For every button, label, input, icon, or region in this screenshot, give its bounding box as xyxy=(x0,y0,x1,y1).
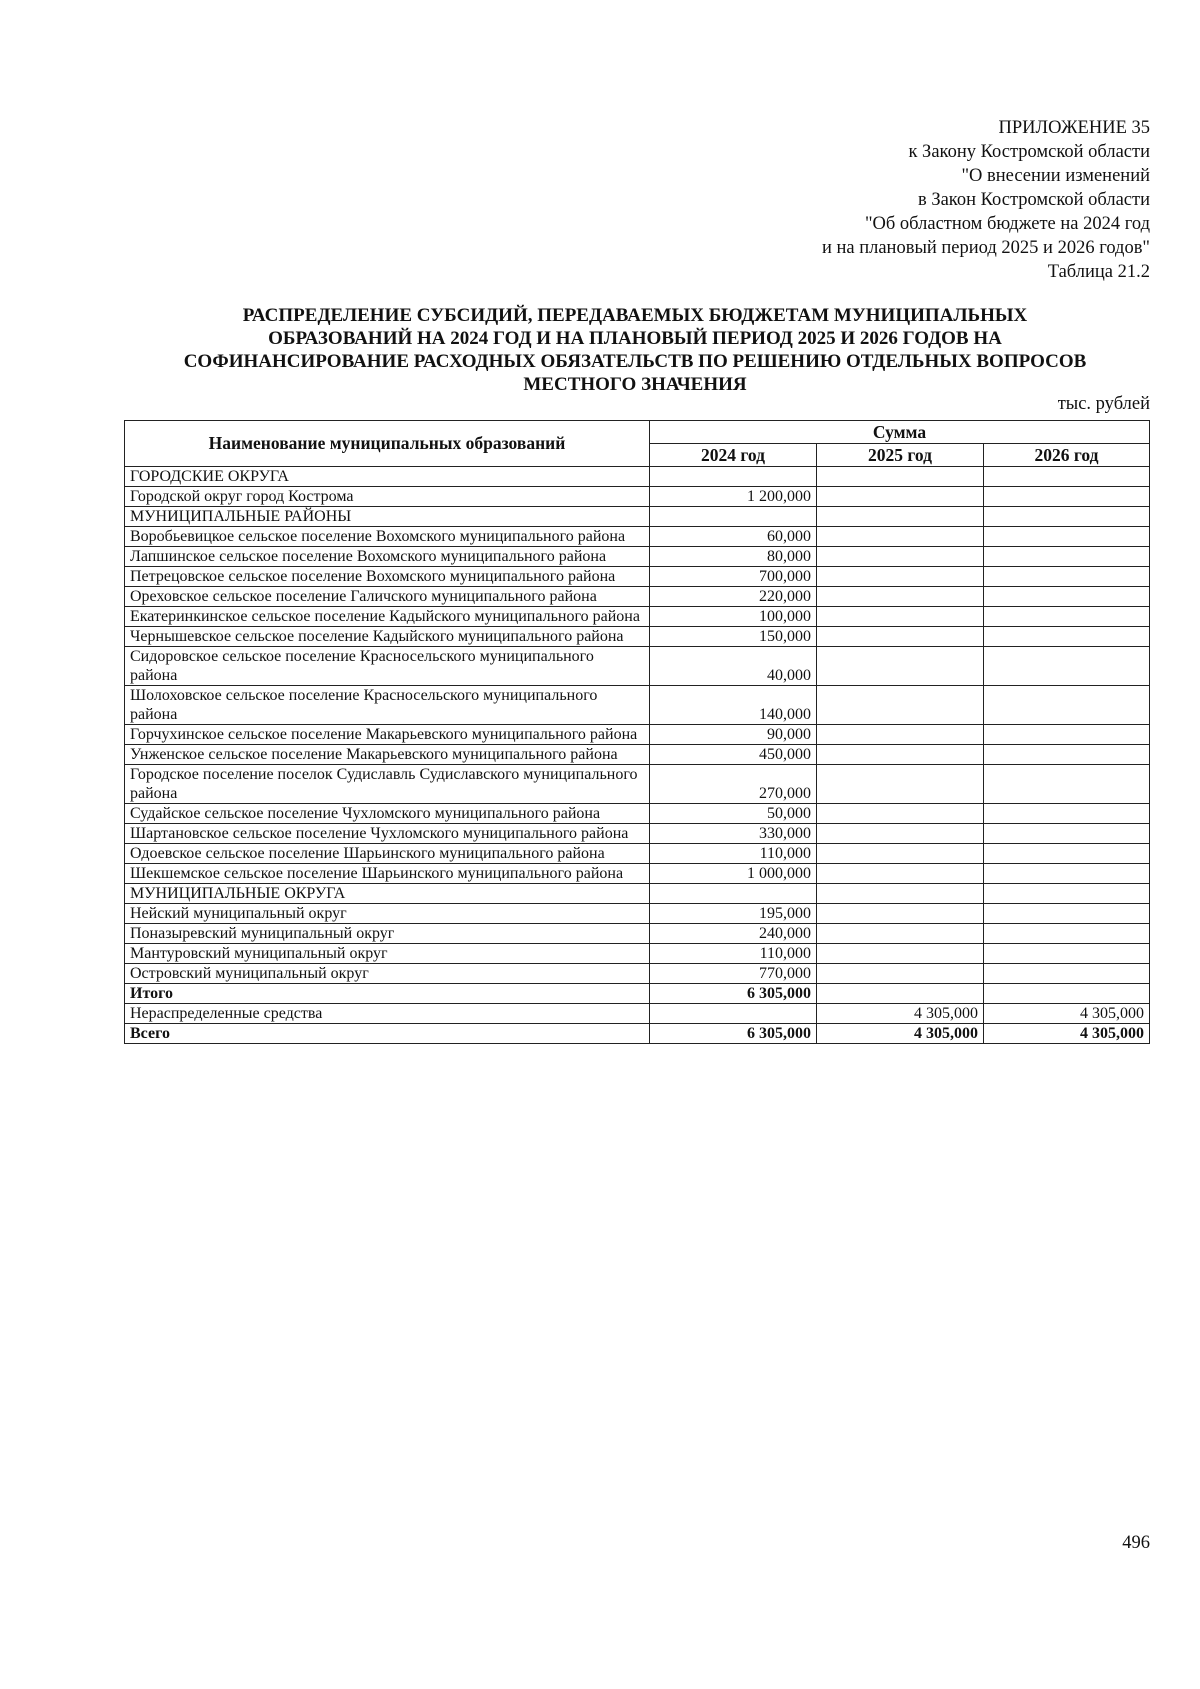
row-name-cell: ГОРОДСКИЕ ОКРУГА xyxy=(125,467,650,487)
value-2024-cell: 110,000 xyxy=(650,944,817,964)
value-2026-cell xyxy=(984,587,1150,607)
value-2024-cell: 220,000 xyxy=(650,587,817,607)
row-name-cell: Мантуровский муниципальный округ xyxy=(125,944,650,964)
value-2025-cell xyxy=(817,547,984,567)
value-2024-cell: 150,000 xyxy=(650,627,817,647)
value-2026-cell xyxy=(984,844,1150,864)
value-2025-cell xyxy=(817,607,984,627)
value-2026-cell xyxy=(984,884,1150,904)
row-name-cell: Поназыревский муниципальный округ xyxy=(125,924,650,944)
table-row xyxy=(125,547,1150,567)
document-title xyxy=(125,304,1145,396)
row-name-cell: Шартановское сельское поселение Чухломского муниципального района xyxy=(125,824,650,844)
value-2026-cell xyxy=(984,725,1150,745)
title-line: МЕСТНОГО ЗНАЧЕНИЯ xyxy=(523,374,747,395)
row-name-cell: Всего xyxy=(125,1024,650,1044)
value-2026-cell xyxy=(984,904,1150,924)
table-row xyxy=(125,627,1150,647)
row-name-cell: Судайское сельское поселение Чухломского муниципального района xyxy=(125,804,650,824)
value-2026-cell xyxy=(984,765,1150,804)
value-2024-cell: 1 000,000 xyxy=(650,864,817,884)
row-name-cell: Нераспределенные средства xyxy=(125,1004,650,1024)
value-2024-cell: 240,000 xyxy=(650,924,817,944)
value-2025-cell xyxy=(817,765,984,804)
column-header-2025: 2025 год xyxy=(817,444,984,467)
row-name-cell: Островский муниципальный округ xyxy=(125,964,650,984)
value-2026-cell xyxy=(984,547,1150,567)
table-row xyxy=(125,765,1150,804)
column-header-2024: 2024 год xyxy=(650,444,817,467)
appendix-header xyxy=(822,116,1150,284)
value-2025-cell xyxy=(817,804,984,824)
value-2025-cell xyxy=(817,745,984,765)
value-2025-cell xyxy=(817,527,984,547)
value-2025-cell xyxy=(817,844,984,864)
row-name-cell: Шекшемское сельское поселение Шарьинского муниципального района xyxy=(125,864,650,884)
value-2024-cell: 140,000 xyxy=(650,686,817,725)
value-2025-cell xyxy=(817,686,984,725)
header-line: ПРИЛОЖЕНИЕ 35 xyxy=(998,118,1150,138)
value-2026-cell xyxy=(984,804,1150,824)
section-row xyxy=(125,507,1150,527)
table-header-row xyxy=(125,421,1150,444)
value-2026-cell xyxy=(984,507,1150,527)
column-header-2026: 2026 год xyxy=(984,444,1150,467)
header-line: и на плановый период 2025 и 2026 годов" xyxy=(821,238,1150,258)
value-2025-cell xyxy=(817,944,984,964)
table-row xyxy=(125,487,1150,507)
value-2024-cell: 60,000 xyxy=(650,527,817,547)
value-2024-cell: 195,000 xyxy=(650,904,817,924)
value-2025-cell xyxy=(817,567,984,587)
subsidy-table xyxy=(124,420,1150,1044)
value-2024-cell: 40,000 xyxy=(650,647,817,686)
value-2026-cell xyxy=(984,607,1150,627)
row-name-cell: Воробьевицкое сельское поселение Вохомского муниципального района xyxy=(125,527,650,547)
total-row xyxy=(125,1024,1150,1044)
value-2025-cell xyxy=(817,587,984,607)
value-2026-cell xyxy=(984,647,1150,686)
value-2024-cell: 770,000 xyxy=(650,964,817,984)
header-line: в Закон Костромской области xyxy=(917,190,1150,210)
value-2024-cell: 330,000 xyxy=(650,824,817,844)
value-2024-cell: 6 305,000 xyxy=(650,1024,817,1044)
table-row xyxy=(125,686,1150,725)
section-row xyxy=(125,884,1150,904)
value-2024-cell: 6 305,000 xyxy=(650,984,817,1004)
value-2026-cell xyxy=(984,467,1150,487)
value-2026-cell xyxy=(984,944,1150,964)
value-2025-cell xyxy=(817,627,984,647)
value-2024-cell: 700,000 xyxy=(650,567,817,587)
page-number: 496 xyxy=(1122,1533,1150,1553)
row-name-cell: Екатеринкинское сельское поселение Кадыйского муниципального района xyxy=(125,607,650,627)
row-name-cell: Итого xyxy=(125,984,650,1004)
value-2025-cell xyxy=(817,964,984,984)
header-line: "Об областном бюджете на 2024 год xyxy=(864,214,1150,234)
table-row xyxy=(125,647,1150,686)
row-name-cell: Нейский муниципальный округ xyxy=(125,904,650,924)
row-name-cell: МУНИЦИПАЛЬНЫЕ РАЙОНЫ xyxy=(125,507,650,527)
section-row xyxy=(125,467,1150,487)
value-2026-cell xyxy=(984,864,1150,884)
value-2025-cell xyxy=(817,725,984,745)
value-2024-cell: 50,000 xyxy=(650,804,817,824)
row-name-cell: Шолоховское сельское поселение Красносельского муниципального района xyxy=(125,686,650,725)
table-row xyxy=(125,864,1150,884)
row-name-cell: Петрецовское сельское поселение Вохомского муниципального района xyxy=(125,567,650,587)
header-line: Таблица 21.2 xyxy=(1047,262,1150,282)
table-row xyxy=(125,904,1150,924)
total-row xyxy=(125,984,1150,1004)
value-2026-cell: 4 305,000 xyxy=(984,1004,1150,1024)
table-row xyxy=(125,745,1150,765)
units-label: тыс. рублей xyxy=(1057,394,1150,414)
table-row xyxy=(125,607,1150,627)
header-line: к Закону Костромской области xyxy=(908,142,1150,162)
value-2024-cell xyxy=(650,507,817,527)
value-2025-cell xyxy=(817,884,984,904)
row-name-cell: МУНИЦИПАЛЬНЫЕ ОКРУГА xyxy=(125,884,650,904)
value-2024-cell: 90,000 xyxy=(650,725,817,745)
row-name-cell: Ореховское сельское поселение Галичского муниципального района xyxy=(125,587,650,607)
value-2025-cell xyxy=(817,824,984,844)
value-2024-cell: 80,000 xyxy=(650,547,817,567)
value-2025-cell xyxy=(817,864,984,884)
value-2024-cell: 100,000 xyxy=(650,607,817,627)
column-header-sum: Сумма xyxy=(650,421,1150,444)
row-name-cell: Унженское сельское поселение Макарьевского муниципального района xyxy=(125,745,650,765)
table-row xyxy=(125,1004,1150,1024)
table-row xyxy=(125,804,1150,824)
value-2025-cell xyxy=(817,924,984,944)
header-line: "О внесении изменений xyxy=(961,166,1150,186)
value-2025-cell xyxy=(817,647,984,686)
value-2026-cell xyxy=(984,487,1150,507)
table-row xyxy=(125,824,1150,844)
table-row xyxy=(125,587,1150,607)
value-2024-cell: 110,000 xyxy=(650,844,817,864)
title-line: СОФИНАНСИРОВАНИЕ РАСХОДНЫХ ОБЯЗАТЕЛЬСТВ ПО РЕШЕНИЮ ОТДЕЛЬНЫХ ВОПРОСОВ xyxy=(183,351,1087,372)
table-row xyxy=(125,725,1150,745)
value-2026-cell xyxy=(984,627,1150,647)
value-2026-cell xyxy=(984,567,1150,587)
value-2025-cell xyxy=(817,507,984,527)
value-2025-cell: 4 305,000 xyxy=(817,1024,984,1044)
value-2024-cell xyxy=(650,1004,817,1024)
table-body xyxy=(125,467,1150,1044)
title-line: РАСПРЕДЕЛЕНИЕ СУБСИДИЙ, ПЕРЕДАВАЕМЫХ БЮДЖЕТАМ МУНИЦИПАЛЬНЫХ xyxy=(242,305,1028,326)
row-name-cell: Чернышевское сельское поселение Кадыйского муниципального района xyxy=(125,627,650,647)
row-name-cell: Сидоровское сельское поселение Красносельского муниципального района xyxy=(125,647,650,686)
table-row xyxy=(125,944,1150,964)
value-2024-cell: 270,000 xyxy=(650,765,817,804)
row-name-cell: Одоевское сельское поселение Шарьинского муниципального района xyxy=(125,844,650,864)
value-2025-cell: 4 305,000 xyxy=(817,1004,984,1024)
table-row xyxy=(125,844,1150,864)
value-2024-cell xyxy=(650,467,817,487)
value-2024-cell xyxy=(650,884,817,904)
table-row xyxy=(125,924,1150,944)
table-row xyxy=(125,567,1150,587)
value-2025-cell xyxy=(817,487,984,507)
value-2026-cell xyxy=(984,745,1150,765)
value-2026-cell xyxy=(984,527,1150,547)
value-2026-cell xyxy=(984,984,1150,1004)
value-2026-cell xyxy=(984,964,1150,984)
row-name-cell: Горчухинское сельское поселение Макарьевского муниципального района xyxy=(125,725,650,745)
value-2025-cell xyxy=(817,904,984,924)
title-line: ОБРАЗОВАНИЙ НА 2024 ГОД И НА ПЛАНОВЫЙ ПЕРИОД 2025 И 2026 ГОДОВ НА xyxy=(268,328,1002,349)
value-2026-cell xyxy=(984,924,1150,944)
value-2026-cell: 4 305,000 xyxy=(984,1024,1150,1044)
column-header-name: Наименование муниципальных образований xyxy=(125,421,650,467)
table-row xyxy=(125,527,1150,547)
value-2025-cell xyxy=(817,467,984,487)
value-2026-cell xyxy=(984,824,1150,844)
row-name-cell: Городской округ город Кострома xyxy=(125,487,650,507)
value-2026-cell xyxy=(984,686,1150,725)
row-name-cell: Лапшинское сельское поселение Вохомского муниципального района xyxy=(125,547,650,567)
value-2025-cell xyxy=(817,984,984,1004)
row-name-cell: Городское поселение поселок Судиславль Судиславского муниципального района xyxy=(125,765,650,804)
value-2024-cell: 450,000 xyxy=(650,745,817,765)
table-row xyxy=(125,964,1150,984)
value-2024-cell: 1 200,000 xyxy=(650,487,817,507)
